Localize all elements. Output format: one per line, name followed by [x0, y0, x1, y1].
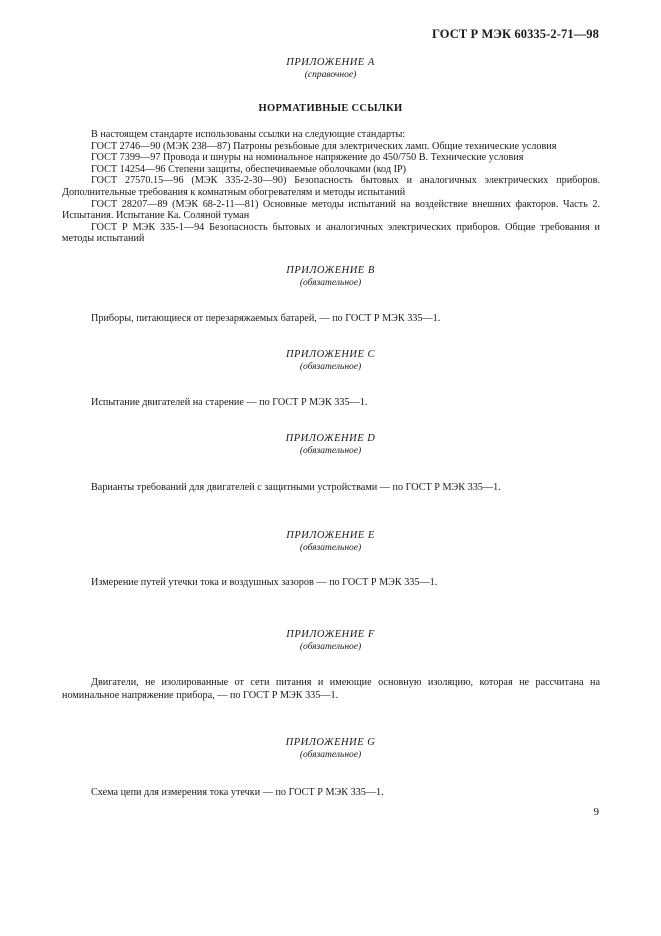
annex-f-title: ПРИЛОЖЕНИЕ F — [286, 629, 375, 640]
annex-d-status: (обязательное) — [299, 446, 362, 456]
reference-item: ГОСТ 7399—97 Провода и шнуры на номинальное напряжение до 450/750 В. Технические условия — [91, 152, 524, 164]
annex-g-paragraph: Схема цепи для измерения тока утечки — по ГОСТ Р МЭК 335—1. — [91, 787, 384, 798]
annex-b-title: ПРИЛОЖЕНИЕ В — [286, 265, 375, 276]
reference-item: ГОСТ 14254—96 Степени защиты, обеспечиваемые оболочками (код IP) — [91, 163, 407, 175]
annex-c-text — [62, 397, 600, 410]
annex-f-status: (обязательное) — [299, 642, 362, 652]
annex-g-text — [62, 787, 600, 800]
normative-references-heading: НОРМАТИВНЫЕ ССЫЛКИ — [258, 103, 403, 114]
annex-g-title: ПРИЛОЖЕНИЕ G — [285, 737, 376, 748]
annex-c-status: (обязательное) — [299, 362, 362, 372]
annex-d-paragraph: Варианты требований для двигателей с защитными устройствами — по ГОСТ Р МЭК 335—1. — [91, 482, 501, 493]
reference-item: ГОСТ 27570.15—96 (МЭК 335-2-30—90) Безопасность бытовых и аналогичных электрических приборов. Дополнительные требования к комнатным обогревателям и методы испытаний — [62, 175, 600, 198]
references-intro: В настоящем стандарте использованы ссылки на следующие стандарты: — [91, 129, 406, 140]
reference-item: ГОСТ Р МЭК 335-1—94 Безопасность бытовых и аналогичных электрических приборов. Общие требования и методы испытаний — [62, 221, 600, 245]
reference-item: ГОСТ 2746—90 (МЭК 238—87) Патроны резьбовые для электрических ламп. Общие технические условия — [91, 140, 557, 152]
annex-b-paragraph: Приборы, питающиеся от перезаряжаемых батарей, — по ГОСТ Р МЭК 335—1. — [91, 313, 441, 324]
references-list — [62, 129, 600, 245]
annex-f-paragraph: Двигатели, не изолированные от сети питания и имеющие основную изоляцию, которая не рассчитана на номинальное напряжение прибора, — по ГОСТ Р МЭК 335—1. — [62, 677, 600, 701]
annex-e-paragraph: Измерение путей утечки тока и воздушных зазоров — по ГОСТ Р МЭК 335—1. — [91, 577, 438, 588]
annex-e-text — [62, 577, 600, 590]
standard-code-header: ГОСТ Р МЭК 60335-2-71—98 — [432, 27, 599, 41]
annex-e-title: ПРИЛОЖЕНИЕ Е — [286, 530, 375, 541]
annex-g-status: (обязательное) — [299, 750, 362, 760]
annex-f-text — [62, 677, 600, 702]
annex-c-paragraph: Испытание двигателей на старение — по ГОСТ Р МЭК 335—1. — [91, 397, 368, 408]
annex-a-status: (справочное) — [304, 70, 357, 80]
annex-d-title: ПРИЛОЖЕНИЕ D — [285, 433, 376, 444]
annex-b-text — [62, 313, 600, 326]
reference-item: ГОСТ 28207—89 (МЭК 68-2-11—81) Основные методы испытаний на воздействие внешних факторов. Часть 2. Испытания. Испытание Ка. Соляной туман — [62, 198, 600, 222]
annex-b-status: (обязательное) — [299, 278, 362, 288]
page-number: 9 — [593, 806, 599, 818]
annex-c-title: ПРИЛОЖЕНИЕ С — [285, 349, 376, 360]
annex-d-text — [62, 482, 600, 495]
annex-e-status: (обязательное) — [299, 543, 362, 553]
annex-a-title: ПРИЛОЖЕНИЕ А — [286, 57, 375, 68]
